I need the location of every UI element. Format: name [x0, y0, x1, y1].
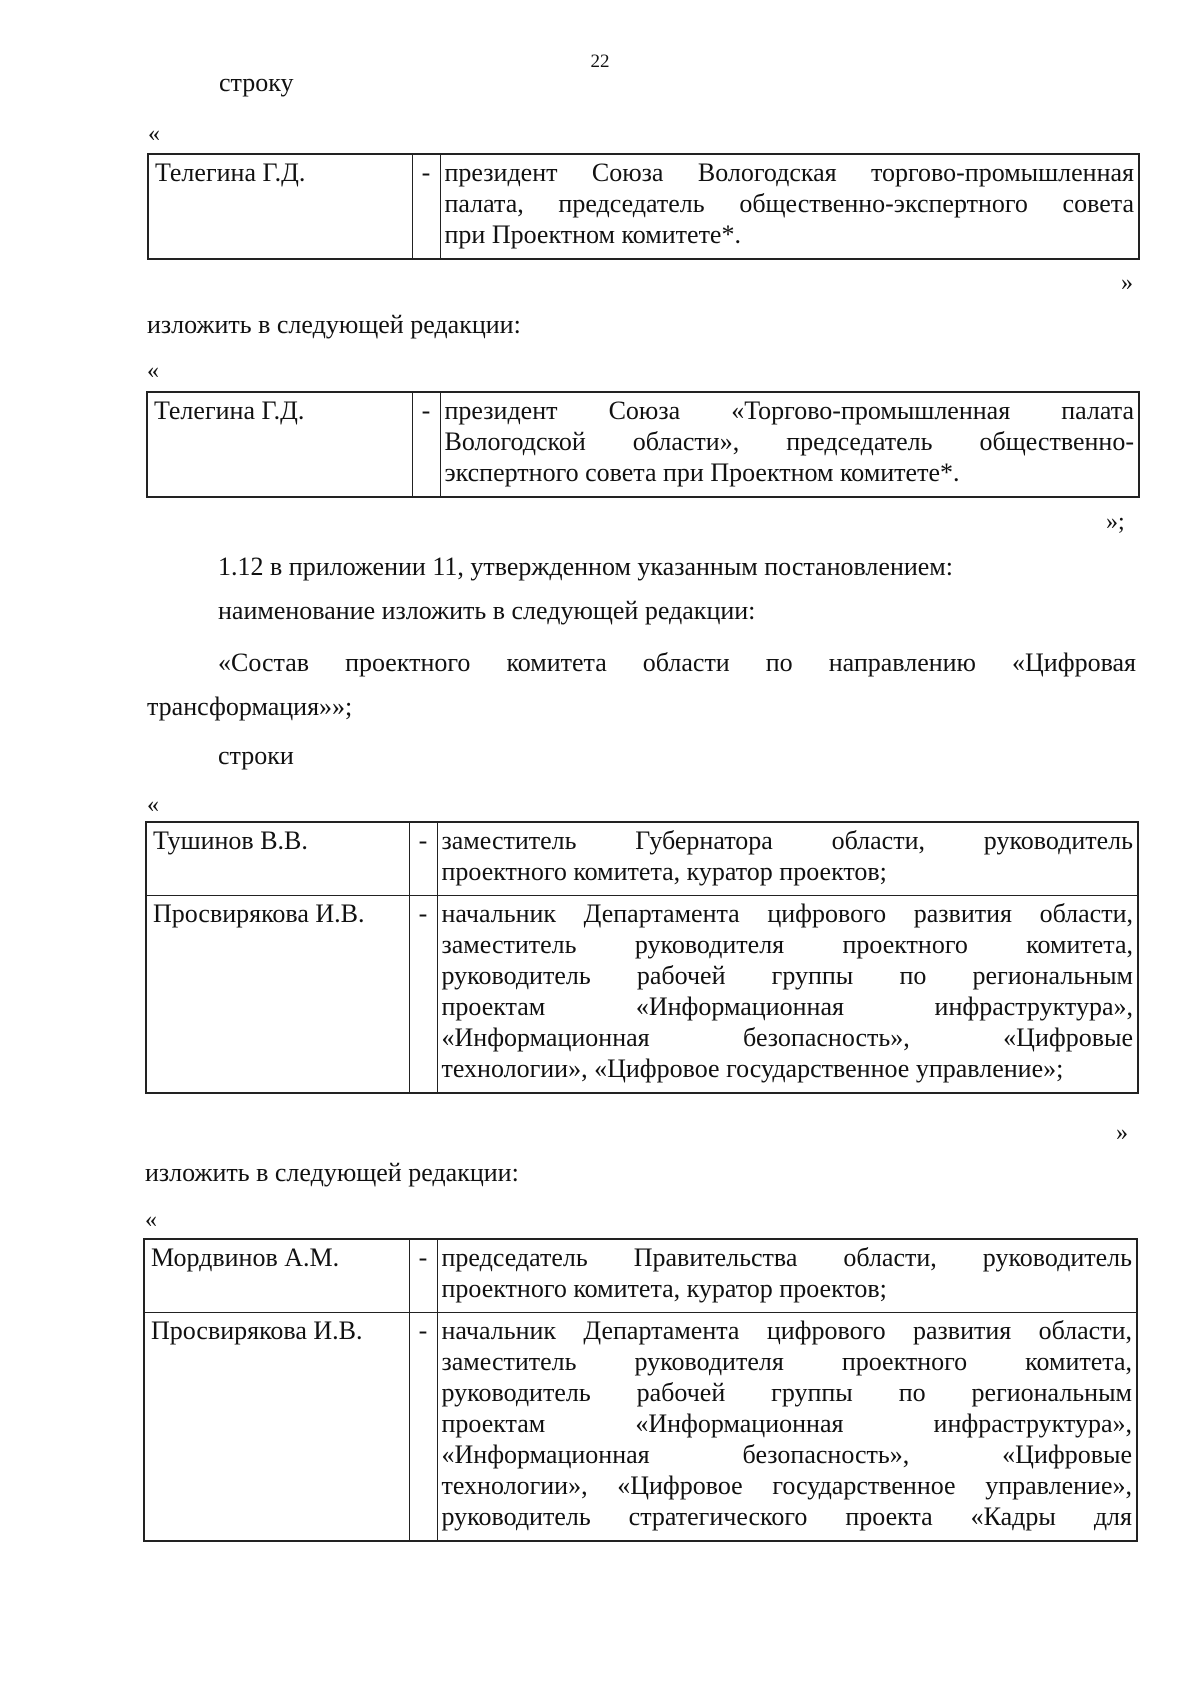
- description-line: проектам «Информационная инфраструктура»,: [441, 992, 1133, 1021]
- person-name: Тушинов В.В.: [146, 822, 409, 896]
- open-quote: «: [148, 121, 160, 147]
- description-line: «Информационная безопасность», «Цифровые: [441, 1440, 1132, 1469]
- page-number: 22: [590, 51, 610, 72]
- open-quote: «: [145, 1207, 157, 1233]
- close-quote: »: [1116, 1120, 1128, 1146]
- description-line: проектного комитета, куратор проектов;: [441, 1274, 887, 1303]
- table-row: [146, 822, 1138, 896]
- dash: -: [409, 1239, 437, 1313]
- description-line: начальник Департамента цифрового развития области,: [441, 1316, 1132, 1345]
- dash: -: [409, 1313, 437, 1542]
- person-name: Телегина Г.Д.: [147, 392, 412, 497]
- description-line: заместитель руководителя проектного комитета,: [441, 1347, 1132, 1376]
- dash: -: [409, 822, 437, 896]
- intro-text: строку: [219, 68, 294, 97]
- description-line: руководитель стратегического проекта «Кадры для: [441, 1502, 1132, 1531]
- person-name: Просвирякова И.В.: [146, 896, 409, 1094]
- description-line: проектного комитета, куратор проектов;: [441, 857, 887, 886]
- person-name: Просвирякова И.В.: [144, 1313, 409, 1542]
- description-line: начальник Департамента цифрового развития области,: [441, 899, 1133, 928]
- description-line: технологии», «Цифровое государственное управление»,: [441, 1471, 1132, 1500]
- description-line: руководитель рабочей группы по региональным: [441, 1378, 1132, 1407]
- description-line: председатель Правительства области, руководитель: [441, 1243, 1132, 1272]
- close-quote-semicolon: »;: [1106, 509, 1125, 535]
- table-new-members: [143, 1238, 1138, 1542]
- person-name: Телегина Г.Д.: [148, 154, 412, 259]
- description-line: при Проектном комитете*.: [444, 220, 741, 249]
- description-line: президент Союза Вологодская торгово-промышленная: [444, 158, 1134, 187]
- position-description: [437, 1313, 1137, 1542]
- description-line: заместитель руководителя проектного комитета,: [441, 930, 1133, 959]
- position-description: [437, 896, 1138, 1094]
- description-line: экспертного совета при Проектном комитете*.: [444, 458, 960, 487]
- table-old-members: [145, 821, 1139, 1094]
- table-new-telegina: [146, 391, 1140, 498]
- description-line: руководитель рабочей группы по региональным: [441, 961, 1133, 990]
- table-old-telegina: [147, 153, 1140, 260]
- dash: -: [412, 392, 440, 497]
- intro-text: строки: [218, 741, 294, 770]
- paragraph-title-line: трансформация»»;: [147, 692, 353, 721]
- dash: -: [409, 896, 437, 1094]
- paragraph-1-12: 1.12 в приложении 11, утвержденном указанным постановлением:: [218, 552, 953, 581]
- table-row: [147, 392, 1139, 497]
- open-quote: «: [147, 358, 159, 384]
- position-description: [440, 154, 1139, 259]
- heading-new-edition: изложить в следующей редакции:: [147, 310, 521, 339]
- description-line: палата, председатель общественно-экспертного совета: [444, 189, 1134, 218]
- close-quote: »: [1121, 270, 1133, 296]
- paragraph-title-line: «Состав проектного комитета области по направлению «Цифровая: [218, 648, 1136, 677]
- heading-new-edition: изложить в следующей редакции:: [145, 1158, 519, 1187]
- paragraph-name-change: наименование изложить в следующей редакции:: [218, 596, 756, 625]
- dash: -: [412, 154, 440, 259]
- table-row: [146, 896, 1138, 1094]
- person-name: Мордвинов А.М.: [144, 1239, 409, 1313]
- open-quote: «: [147, 792, 159, 818]
- table-row: [144, 1239, 1137, 1313]
- position-description: [440, 392, 1139, 497]
- position-description: [437, 1239, 1137, 1313]
- description-line: заместитель Губернатора области, руководитель: [441, 826, 1133, 855]
- table-row: [148, 154, 1139, 259]
- description-line: президент Союза «Торгово-промышленная палата: [444, 396, 1134, 425]
- description-line: проектам «Информационная инфраструктура»,: [441, 1409, 1132, 1438]
- description-line: «Информационная безопасность», «Цифровые: [441, 1023, 1133, 1052]
- table-row: [144, 1313, 1137, 1542]
- description-line: технологии», «Цифровое государственное управление»;: [441, 1054, 1064, 1083]
- description-line: Вологодской области», председатель общественно-: [444, 427, 1134, 456]
- position-description: [437, 822, 1138, 896]
